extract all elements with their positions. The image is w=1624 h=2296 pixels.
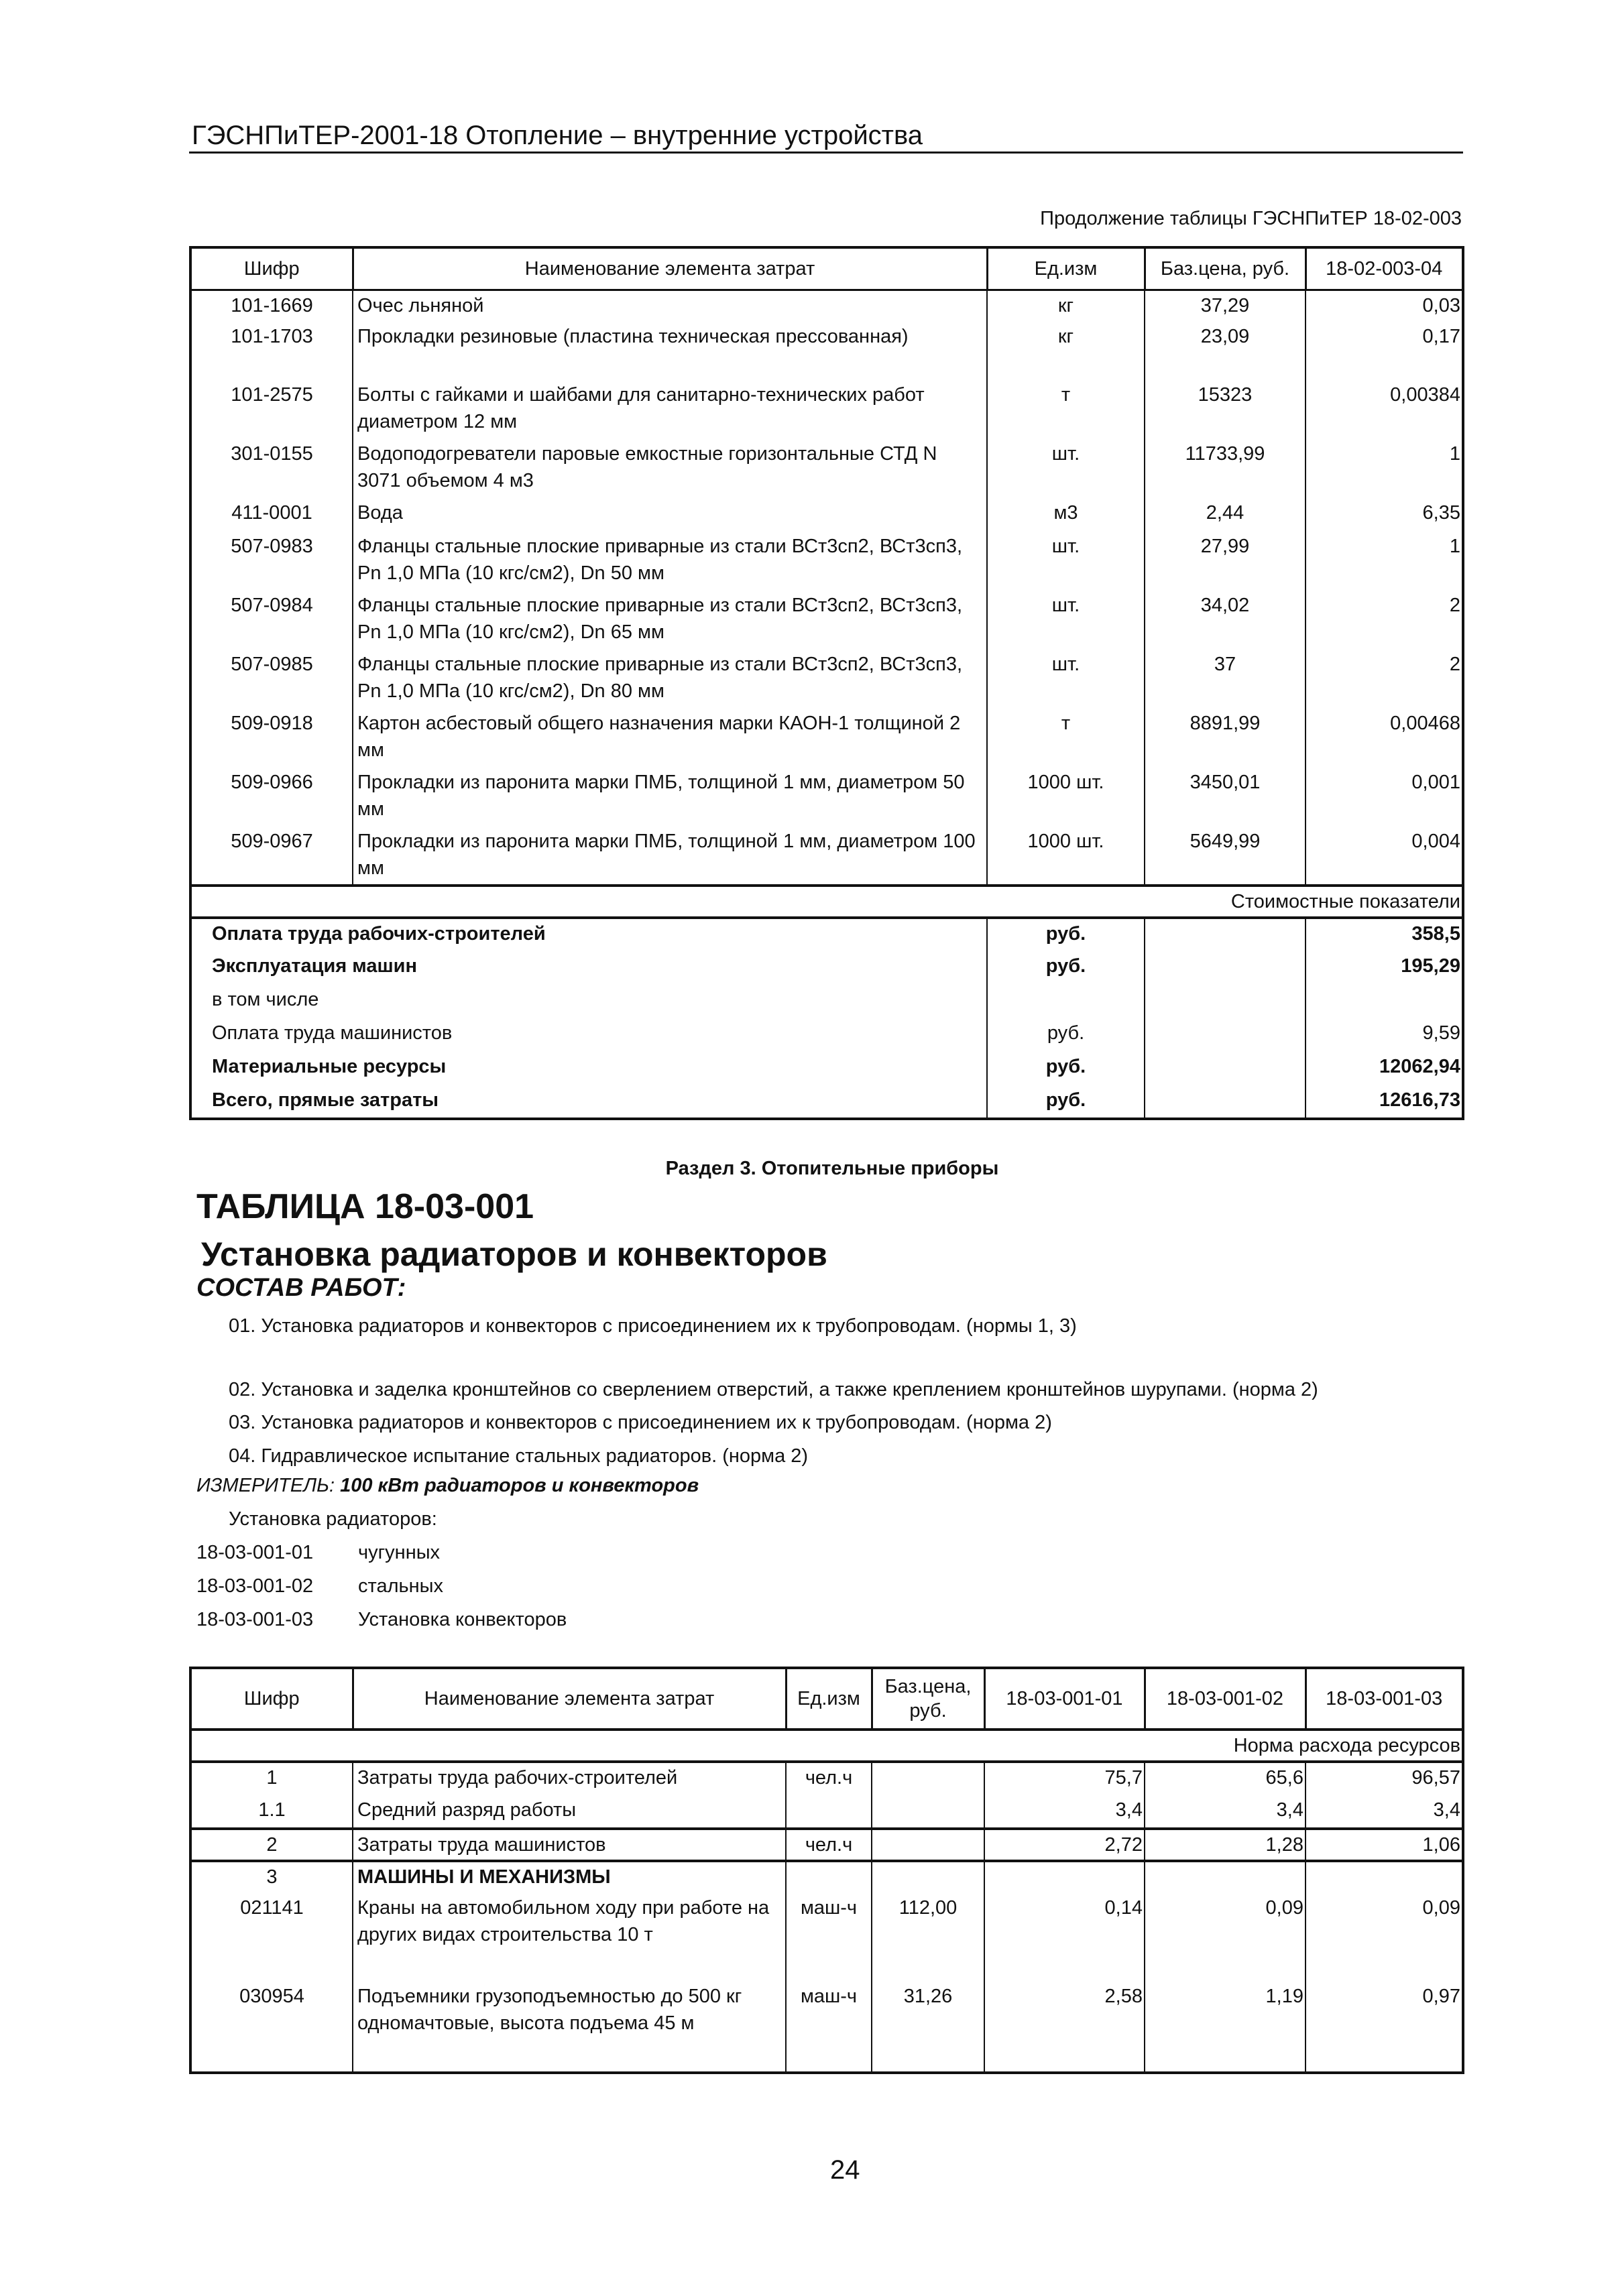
summary-empty (1145, 951, 1306, 985)
norm-section-row (190, 1730, 1463, 1762)
row-value: 1 (1306, 439, 1463, 498)
row-name: Вода (353, 498, 987, 532)
row-value-01: 75,7 (984, 1762, 1145, 1795)
table-row (190, 827, 1463, 886)
work-item: 02. Установка и заделка кронштейнов со сверлением отверстий, а также креплением кронштейнов шурупами. (норма 2) (229, 1379, 1318, 1400)
row-name: МАШИНЫ И МЕХАНИЗМЫ (353, 1861, 786, 1893)
meter-label: ИЗМЕРИТЕЛЬ: (196, 1475, 335, 1496)
meter-value: 100 кВт радиаторов и конвекторов (340, 1475, 699, 1496)
row-unit: 1000 шт. (987, 827, 1145, 886)
table-header-row (190, 1668, 1463, 1730)
column-header: Шифр (190, 1668, 353, 1730)
row-name: Затраты труда рабочих-строителей (353, 1762, 786, 1795)
variant-code: 18-03-001-03 (196, 1609, 314, 1630)
table-row (190, 1795, 1463, 1829)
row-unit: шт. (987, 439, 1145, 498)
row-code: 1.1 (190, 1795, 353, 1829)
row-unit: чел.ч (786, 1829, 872, 1861)
row-code: 101-2575 (190, 380, 353, 439)
summary-name: Материальные ресурсы (190, 1052, 987, 1085)
header-divider (189, 152, 1463, 154)
row-name: Фланцы стальные плоские приварные из стали ВСт3сп2, ВСт3сп3, Pn 1,0 МПа (10 кгс/см2), Dn 80 мм (353, 650, 987, 709)
summary-empty (1145, 1018, 1306, 1052)
summary-name: в том числе (190, 985, 987, 1018)
row-unit: маш-ч (786, 1893, 872, 1982)
row-value-03 (1306, 1861, 1463, 1893)
row-code: 3 (190, 1861, 353, 1893)
table-header-row (190, 247, 1463, 290)
row-price: 27,99 (1145, 532, 1306, 591)
summary-row (190, 985, 1463, 1018)
column-header: Баз.цена, руб. (1145, 247, 1306, 290)
row-price: 37 (1145, 650, 1306, 709)
row-name: Прокладки из паронита марки ПМБ, толщиной 1 мм, диаметром 100 мм (353, 827, 987, 886)
row-unit: чел.ч (786, 1762, 872, 1795)
row-price: 23,09 (1145, 322, 1306, 380)
cost-section-label: Стоимостные показатели (190, 886, 1463, 918)
row-price: 34,02 (1145, 591, 1306, 650)
row-code: 509-0967 (190, 827, 353, 886)
summary-unit: руб. (987, 918, 1145, 951)
row-code: 2 (190, 1829, 353, 1861)
table-row (190, 650, 1463, 709)
row-unit: т (987, 380, 1145, 439)
table-row (190, 709, 1463, 768)
column-header: Шифр (190, 247, 353, 290)
row-value-03: 1,06 (1306, 1829, 1463, 1861)
row-price: 15323 (1145, 380, 1306, 439)
row-value-01: 2,72 (984, 1829, 1145, 1861)
row-price: 3450,01 (1145, 768, 1306, 827)
row-name: Очес льняной (353, 290, 987, 322)
row-code: 101-1703 (190, 322, 353, 380)
work-item: 03. Установка радиаторов и конвекторов с присоединением их к трубопроводам. (норма 2) (229, 1412, 1052, 1433)
row-price: 31,26 (872, 1982, 984, 2073)
table-title: ТАБЛИЦА 18-03-001 (196, 1187, 534, 1226)
summary-value: 12616,73 (1306, 1085, 1463, 1119)
row-code: 507-0984 (190, 591, 353, 650)
summary-empty (1145, 1052, 1306, 1085)
row-code: 507-0985 (190, 650, 353, 709)
row-value-03: 96,57 (1306, 1762, 1463, 1795)
row-code: 1 (190, 1762, 353, 1795)
summary-unit (987, 985, 1145, 1018)
summary-name: Оплата труда рабочих-строителей (190, 918, 987, 951)
row-name: Прокладки из паронита марки ПМБ, толщиной 1 мм, диаметром 50 мм (353, 768, 987, 827)
row-name: Фланцы стальные плоские приварные из стали ВСт3сп2, ВСт3сп3, Pn 1,0 МПа (10 кгс/см2), Dn 65 мм (353, 591, 987, 650)
row-price: 37,29 (1145, 290, 1306, 322)
work-item: 04. Гидравлическое испытание стальных радиаторов. (норма 2) (229, 1445, 809, 1467)
summary-row (190, 1085, 1463, 1119)
summary-unit: руб. (987, 1052, 1145, 1085)
table-row (190, 768, 1463, 827)
row-price: 8891,99 (1145, 709, 1306, 768)
variant-code: 18-03-001-01 (196, 1542, 314, 1563)
row-value-03: 0,09 (1306, 1893, 1463, 1982)
summary-empty (1145, 918, 1306, 951)
row-name: Фланцы стальные плоские приварные из стали ВСт3сп2, ВСт3сп3, Pn 1,0 МПа (10 кгс/см2), Dn 50 мм (353, 532, 987, 591)
row-value-01: 3,4 (984, 1795, 1145, 1829)
table-row (190, 1829, 1463, 1861)
row-name: Средний разряд работы (353, 1795, 786, 1829)
row-value-02: 1,28 (1145, 1829, 1306, 1861)
table-row (190, 532, 1463, 591)
row-name: Краны на автомобильном ходу при работе на других видах строительства 10 т (353, 1893, 786, 1982)
row-value-02: 3,4 (1145, 1795, 1306, 1829)
row-price: 5649,99 (1145, 827, 1306, 886)
summary-name: Оплата труда машинистов (190, 1018, 987, 1052)
summary-row (190, 1052, 1463, 1085)
row-price: 112,00 (872, 1893, 984, 1982)
row-code: 507-0983 (190, 532, 353, 591)
row-value: 0,00384 (1306, 380, 1463, 439)
row-price: 2,44 (1145, 498, 1306, 532)
row-price (872, 1861, 984, 1893)
row-value: 6,35 (1306, 498, 1463, 532)
table-row (190, 1893, 1463, 1982)
table-row (190, 1762, 1463, 1795)
column-header: 18-02-003-04 (1306, 247, 1463, 290)
row-value: 0,001 (1306, 768, 1463, 827)
column-header: Наименование элемента затрат (353, 1668, 786, 1730)
row-name: Водоподогреватели паровые емкостные горизонтальные СТД N 3071 объемом 4 м3 (353, 439, 987, 498)
row-code: 101-1669 (190, 290, 353, 322)
row-price (872, 1762, 984, 1795)
table-row (190, 290, 1463, 322)
row-value-02: 65,6 (1145, 1762, 1306, 1795)
row-name: Болты с гайками и шайбами для санитарно-технических работ диаметром 12 мм (353, 380, 987, 439)
row-unit: м3 (987, 498, 1145, 532)
row-name: Затраты труда машинистов (353, 1829, 786, 1861)
column-header: Ед.изм (786, 1668, 872, 1730)
row-code: 021141 (190, 1893, 353, 1982)
row-unit (786, 1795, 872, 1829)
row-name: Подъемники грузоподъемностью до 500 кг одномачтовые, высота подъема 45 м (353, 1982, 786, 2073)
row-code: 301-0155 (190, 439, 353, 498)
meter-line (196, 1475, 699, 1497)
summary-value: 195,29 (1306, 951, 1463, 985)
table-row (190, 591, 1463, 650)
install-heading: Установка радиаторов: (229, 1508, 437, 1530)
row-value-03: 3,4 (1306, 1795, 1463, 1829)
document-header-title: ГЭСНПиТЕР-2001-18 Отопление – внутренние устройства (192, 121, 923, 150)
row-unit: т (987, 709, 1145, 768)
table-row (190, 498, 1463, 532)
cost-section-row (190, 886, 1463, 918)
column-header: Наименование элемента затрат (353, 247, 987, 290)
summary-row (190, 1018, 1463, 1052)
norm-section-label: Норма расхода ресурсов (190, 1730, 1463, 1762)
summary-unit: руб. (987, 1018, 1145, 1052)
table-row (190, 1982, 1463, 2073)
row-unit: кг (987, 290, 1145, 322)
summary-empty (1145, 985, 1306, 1018)
row-value-02: 0,09 (1145, 1893, 1306, 1982)
table-row (190, 380, 1463, 439)
row-unit: маш-ч (786, 1982, 872, 2073)
row-unit: 1000 шт. (987, 768, 1145, 827)
row-price: 11733,99 (1145, 439, 1306, 498)
row-unit: шт. (987, 650, 1145, 709)
row-unit: шт. (987, 591, 1145, 650)
column-header: Ед.изм (987, 247, 1145, 290)
summary-row (190, 951, 1463, 985)
section-heading: Раздел 3. Отопительные приборы (665, 1158, 999, 1179)
variant-label: чугунных (358, 1542, 441, 1563)
page-number: 24 (830, 2155, 860, 2185)
variant-label: стальных (358, 1575, 443, 1597)
summary-name: Эксплуатация машин (190, 951, 987, 985)
row-value: 0,004 (1306, 827, 1463, 886)
table-subtitle: Установка радиаторов и конвекторов (201, 1235, 827, 1273)
summary-unit: руб. (987, 951, 1145, 985)
table-continuation-note: Продолжение таблицы ГЭСНПиТЕР 18-02-003 (1040, 208, 1462, 229)
row-name: Картон асбестовый общего назначения марки КАОН-1 толщиной 2 мм (353, 709, 987, 768)
works-heading: СОСТАВ РАБОТ: (196, 1274, 406, 1302)
row-unit (786, 1861, 872, 1893)
summary-value: 9,59 (1306, 1018, 1463, 1052)
summary-value: 358,5 (1306, 918, 1463, 951)
row-code: 030954 (190, 1982, 353, 2073)
row-code: 509-0918 (190, 709, 353, 768)
summary-unit: руб. (987, 1085, 1145, 1119)
row-value-01: 2,58 (984, 1982, 1145, 2073)
table-row (190, 439, 1463, 498)
row-price (872, 1829, 984, 1861)
column-header: 18-03-001-02 (1145, 1668, 1306, 1730)
row-price (872, 1795, 984, 1829)
summary-value: 12062,94 (1306, 1052, 1463, 1085)
summary-value (1306, 985, 1463, 1018)
row-value-02: 1,19 (1145, 1982, 1306, 2073)
row-value: 1 (1306, 532, 1463, 591)
table-row (190, 1861, 1463, 1893)
row-unit: кг (987, 322, 1145, 380)
table-row (190, 322, 1463, 380)
summary-empty (1145, 1085, 1306, 1119)
row-value-03: 0,97 (1306, 1982, 1463, 2073)
row-value-02 (1145, 1861, 1306, 1893)
resource-table-18-03-001 (189, 1667, 1464, 2074)
summary-row (190, 918, 1463, 951)
summary-name: Всего, прямые затраты (190, 1085, 987, 1119)
variant-code: 18-03-001-02 (196, 1575, 314, 1597)
variant-label: Установка конвекторов (358, 1609, 567, 1630)
row-value: 2 (1306, 591, 1463, 650)
resource-table-18-02-003 (189, 246, 1464, 1120)
row-code: 411-0001 (190, 498, 353, 532)
row-value: 0,03 (1306, 290, 1463, 322)
work-item: 01. Установка радиаторов и конвекторов с присоединением их к трубопроводам. (нормы 1, 3) (229, 1315, 1077, 1337)
row-code: 509-0966 (190, 768, 353, 827)
row-value: 0,00468 (1306, 709, 1463, 768)
column-header: 18-03-001-01 (984, 1668, 1145, 1730)
row-name: Прокладки резиновые (пластина техническая прессованная) (353, 322, 987, 380)
column-header: 18-03-001-03 (1306, 1668, 1463, 1730)
row-value-01 (984, 1861, 1145, 1893)
row-value-01: 0,14 (984, 1893, 1145, 1982)
row-value: 2 (1306, 650, 1463, 709)
column-header: Баз.цена, руб. (872, 1668, 984, 1730)
row-unit: шт. (987, 532, 1145, 591)
row-value: 0,17 (1306, 322, 1463, 380)
